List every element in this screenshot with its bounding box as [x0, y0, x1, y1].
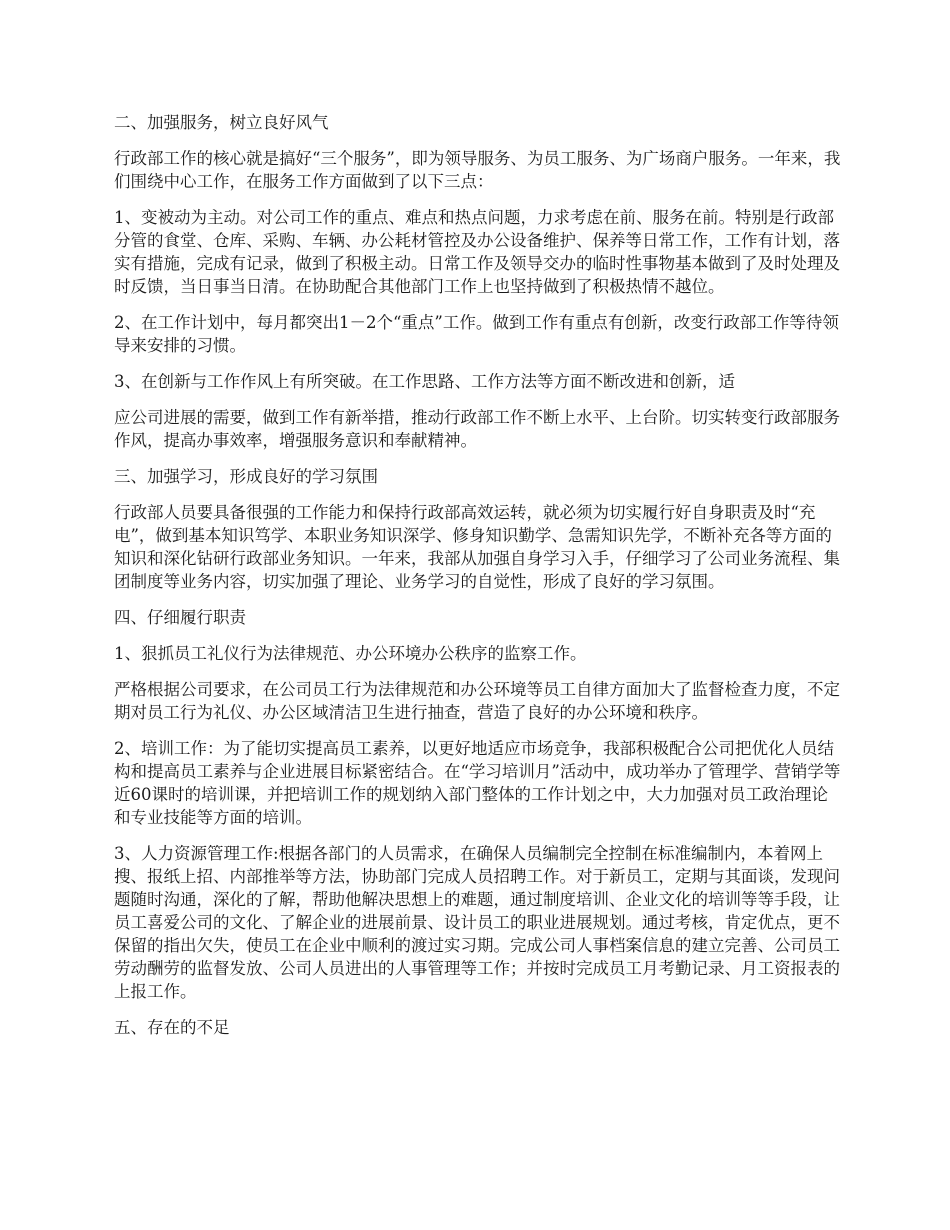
- paragraph-service-point-3: 3、在创新与工作作风上有所突破。在工作思路、工作方法等方面不断改进和创新，适: [114, 372, 735, 391]
- paragraph-learning: 行政部人员要具备很强的工作能力和保持行政部高效运转，就必须为切实履行好自身职责及时“充电”，做到基本知识笃学、本职业务知识深学、修身知识勤学、急需知识先学，不断补充各等方面的知识和深化钻研行政部业务知识。一年来，我部从加强自身学习入手，仔细学习了公司业务流程、集团制度等业务内容，切实加强了理论、业务学习的自觉性，形成了良好的学习氛围。: [114, 503, 840, 591]
- section-heading-5: 五、存在的不足: [114, 1018, 230, 1037]
- document-body: [114, 111, 844, 1052]
- paragraph-service-intro: 行政部工作的核心就是搞好“三个服务”，即为领导服务、为员工服务、为广场商户服务。一年来，我们围绕中心工作，在服务工作方面做到了以下三点：: [114, 149, 841, 191]
- paragraph-service-point-1: 1、变被动为主动。对公司工作的重点、难点和热点问题，力求考虑在前、服务在前。特别是行政部分管的食堂、仓库、采购、车辆、办公耗材管控及办公设备维护、保养等日常工作，工作有计划，落实有措施，完成有记录，做到了积极主动。日常工作及领导交办的临时性事物基本做到了及时处理及时反馈，当日事当日清。在协助配合其他部门工作上也坚持做到了积极热情不越位。: [114, 208, 840, 296]
- section-heading-3: 三、加强学习，形成良好的学习氛围: [114, 467, 378, 486]
- paragraph-duty-point-3: 3、人力资源管理工作:根据各部门的人员需求，在确保人员编制完全控制在标准编制内，本着网上搜、报纸上招、内部推举等方法，协助部门完成人员招聘工作。对于新员工，定期与其面谈，发现问题随时沟通，深化的了解，帮助他解决思想上的难题，通过制度培训、企业文化的培训等等手段，让员工喜爱公司的文化、了解企业的进展前景、设计员工的职业进展规划。通过考核，肯定优点，更不保留的指出欠失，使员工在企业中顺利的渡过实习期。完成公司人事档案信息的建立完善、公司员工劳动酬劳的监督发放、公司人员进出的人事管理等工作；并按时完成员工月考勤记录、月工资报表的上报工作。: [114, 844, 840, 1001]
- section-heading-4: 四、仔细履行职责: [114, 608, 246, 627]
- paragraph-duty-point-1-detail: 严格根据公司要求，在公司员工行为法律规范和办公环境等员工自律方面加大了监督检查力度，不定期对员工行为礼仪、办公区域清洁卫生进行抽查，营造了良好的办公环境和秩序。: [114, 680, 840, 722]
- paragraph-duty-point-2: 2、培训工作：为了能切实提高员工素养，以更好地适应市场竞争，我部积极配合公司把优化人员结构和提高员工素养与企业进展目标紧密结合。在“学习培训月”活动中，成功举办了管理学、营销学等近60课时的培训课，并把培训工作的规划纳入部门整体的工作计划之中，大力加强对员工政治理论和专业技能等方面的培训。: [114, 739, 841, 827]
- paragraph-service-point-3-cont: 应公司进展的需要，做到工作有新举措，推动行政部工作不断上水平、上台阶。切实转变行政部服务作风，提高办事效率，增强服务意识和奉献精神。: [114, 408, 840, 450]
- paragraph-service-point-2: 2、在工作计划中，每月都突出1－2个“重点”工作。做到工作有重点有创新，改变行政部工作等待领导来安排的习惯。: [114, 313, 839, 355]
- section-heading-2: 二、加强服务，树立良好风气: [114, 113, 329, 132]
- paragraph-duty-point-1: 1、狠抓员工礼仪行为法律规范、办公环境办公秩序的监察工作。: [114, 644, 587, 663]
